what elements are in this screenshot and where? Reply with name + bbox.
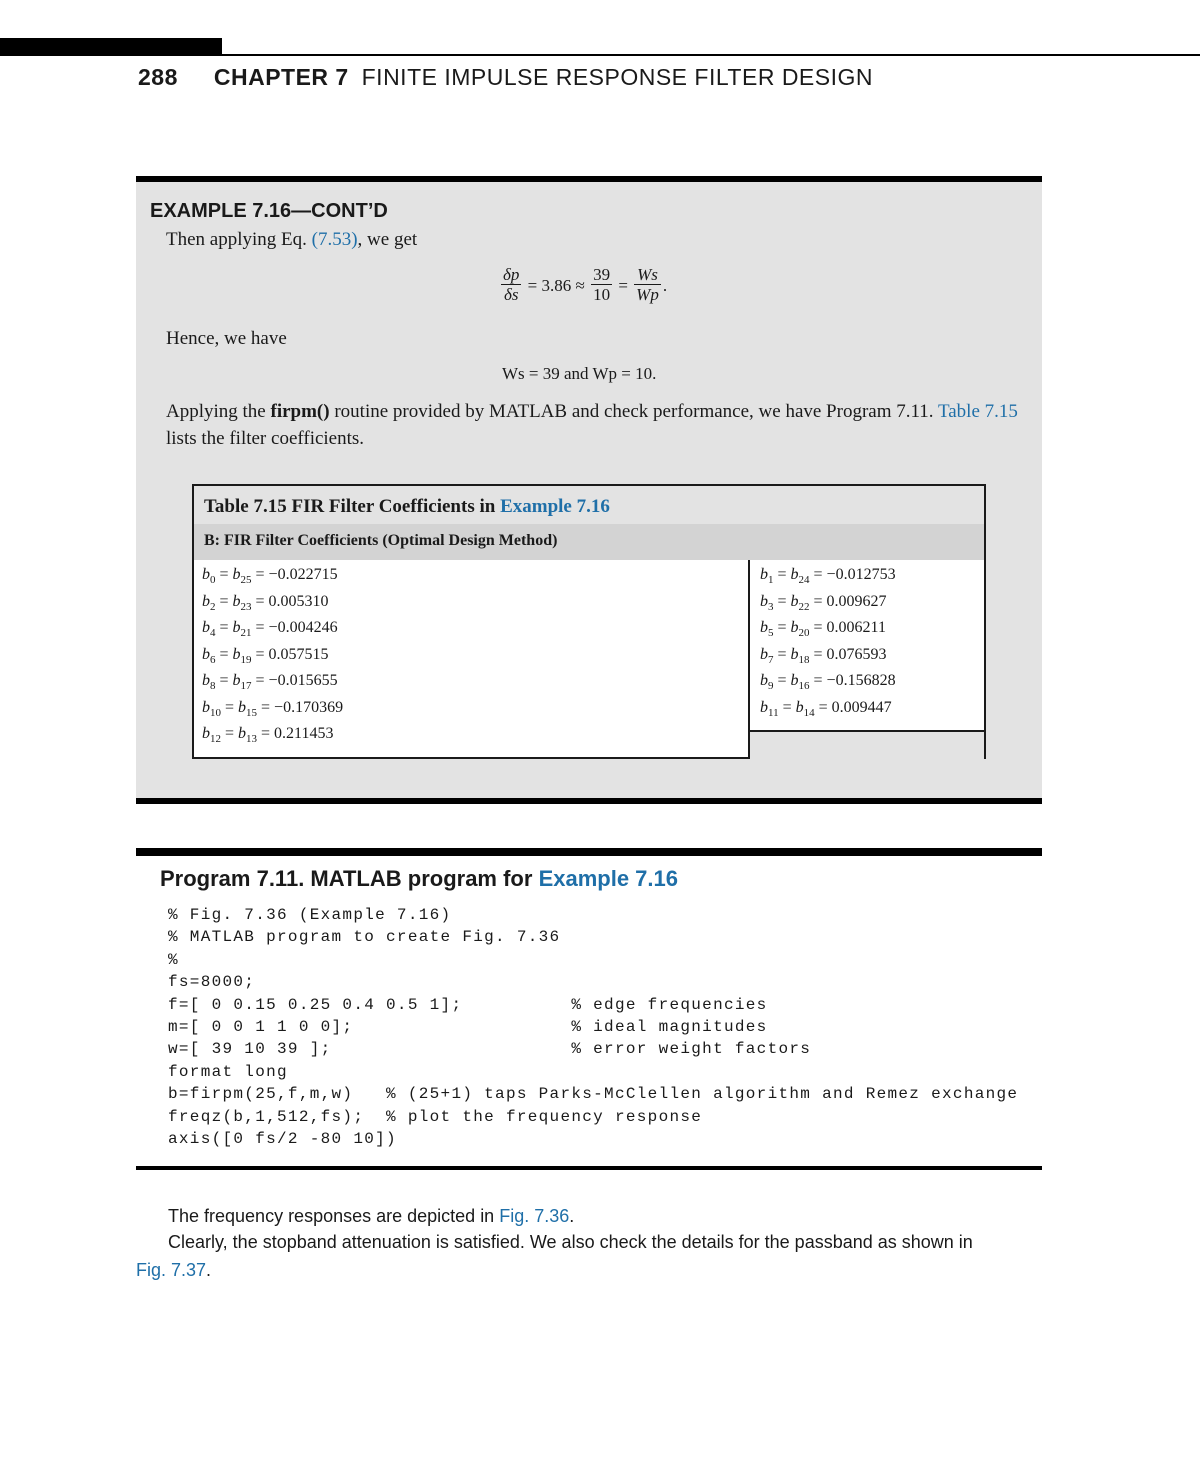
table-empty-cell: [750, 730, 984, 759]
table-column-divider: [748, 560, 750, 757]
after-paragraph-2: Clearly, the stopband attenuation is satisfied. We also check the details for the passband as shown in: [168, 1232, 973, 1252]
program-rule-top: [136, 848, 1042, 856]
coefficient-left-0: $b_0 = b_{25} = -0.022715$: [202, 566, 338, 587]
after-paragraph-1: The frequency responses are depicted in Fig. 7.36.: [168, 1206, 575, 1226]
chapter-label: CHAPTER 7: [213, 64, 349, 90]
running-head: [138, 64, 873, 91]
coefficient-right-0: $b_1 = b_{24} = -0.012753$: [760, 566, 896, 587]
table-body: [194, 560, 984, 757]
table-subtitle-row: [194, 524, 984, 560]
code-line: b=firpm(25,f,m,w) % (25+1) taps Parks-McClellen algorithm and Remez exchange: [168, 1085, 1019, 1104]
code-line: % MATLAB program to create Fig. 7.36: [168, 928, 561, 947]
table-example-link[interactable]: Example 7.16: [500, 496, 610, 517]
code-line: %: [168, 950, 179, 969]
firpm-routine: firpm(): [270, 401, 330, 422]
coefficient-right-5: $b_{11} = b_{14} = 0.009447$: [760, 698, 892, 719]
coefficient-left-5: $b_{10} = b_{15} = -0.170369$: [202, 698, 344, 719]
equation-weights: Ws = 39 and Wp = 10.: [502, 364, 657, 383]
equation-weight-ratio: $\frac{\delta p}{\delta s}$ = 3.86 ≈ $\frac{39}{10}$ = $\frac{Ws}{Wp}$ .: [503, 265, 668, 304]
chapter-title: FINITE IMPULSE RESPONSE FILTER DESIGN: [361, 64, 874, 90]
coefficient-left-4: $b_8 = b_{17} = -0.015655$: [202, 672, 338, 693]
coefficient-table: [192, 484, 986, 759]
code-line: f=[ 0 0.15 0.25 0.4 0.5 1]; % edge frequencies: [168, 995, 768, 1014]
table-title: Table 7.15 FIR Filter Coefficients in Example 7.16: [204, 496, 610, 517]
program-title: Program 7.11. MATLAB program for Example 7.16: [160, 866, 678, 891]
coefficient-right-1: $b_3 = b_{22} = 0.009627$: [760, 592, 887, 613]
code-line: format long: [168, 1062, 288, 1081]
coefficient-left-3: $b_6 = b_{19} = 0.057515$: [202, 645, 329, 666]
example-box: [136, 176, 1042, 804]
hence-text: Hence, we have: [166, 328, 287, 349]
example-paragraph: Applying the firpm() routine provided by MATLAB and check performance, we have Program 7.11. Table 7.15 lists the filter coefficients.: [166, 401, 1018, 449]
coefficient-right-2: $b_5 = b_{20} = 0.006211$: [760, 619, 886, 640]
example-intro-line: Then applying Eq. (7.53), we get: [166, 229, 418, 250]
header-rule-thin: [222, 54, 1200, 56]
code-line: fs=8000;: [168, 973, 256, 992]
code-line: freqz(b,1,512,fs); % plot the frequency response: [168, 1107, 703, 1126]
figure-link-7-37[interactable]: Fig. 7.37: [136, 1260, 207, 1280]
coefficient-left-2: $b_4 = b_{21} = -0.004246$: [202, 619, 338, 640]
code-line: w=[ 39 10 39 ]; % error weight factors: [168, 1040, 812, 1059]
page-number: 288: [138, 64, 178, 90]
coefficient-left-1: $b_2 = b_{23} = 0.005310$: [202, 592, 329, 613]
table-link[interactable]: Table 7.15: [937, 401, 1018, 422]
header-rule-thick: [0, 38, 222, 56]
program-rule-bottom: [136, 1166, 1042, 1170]
equation-link[interactable]: (7.53): [311, 229, 358, 250]
coefficient-left-6: $b_{12} = b_{13} = 0.211453$: [202, 725, 334, 746]
code-line: m=[ 0 0 1 1 0 0]; % ideal magnitudes: [168, 1018, 768, 1036]
example-heading: EXAMPLE 7.16—CONT’D: [150, 200, 388, 222]
figure-link-7-36[interactable]: Fig. 7.36: [499, 1206, 570, 1226]
code-line: % Fig. 7.36 (Example 7.16): [168, 906, 452, 924]
table-subtitle: B: FIR Filter Coefficients (Optimal Design Method): [204, 532, 558, 549]
coefficient-right-4: $b_9 = b_{16} = -0.156828$: [760, 672, 896, 693]
code-line: axis([0 fs/2 -80 10]): [168, 1130, 397, 1148]
coefficient-right-3: $b_7 = b_{18} = 0.076593$: [760, 645, 887, 666]
program-example-link[interactable]: Example 7.16: [538, 866, 678, 891]
after-paragraph-2-end: Fig. 7.37.: [136, 1260, 212, 1280]
